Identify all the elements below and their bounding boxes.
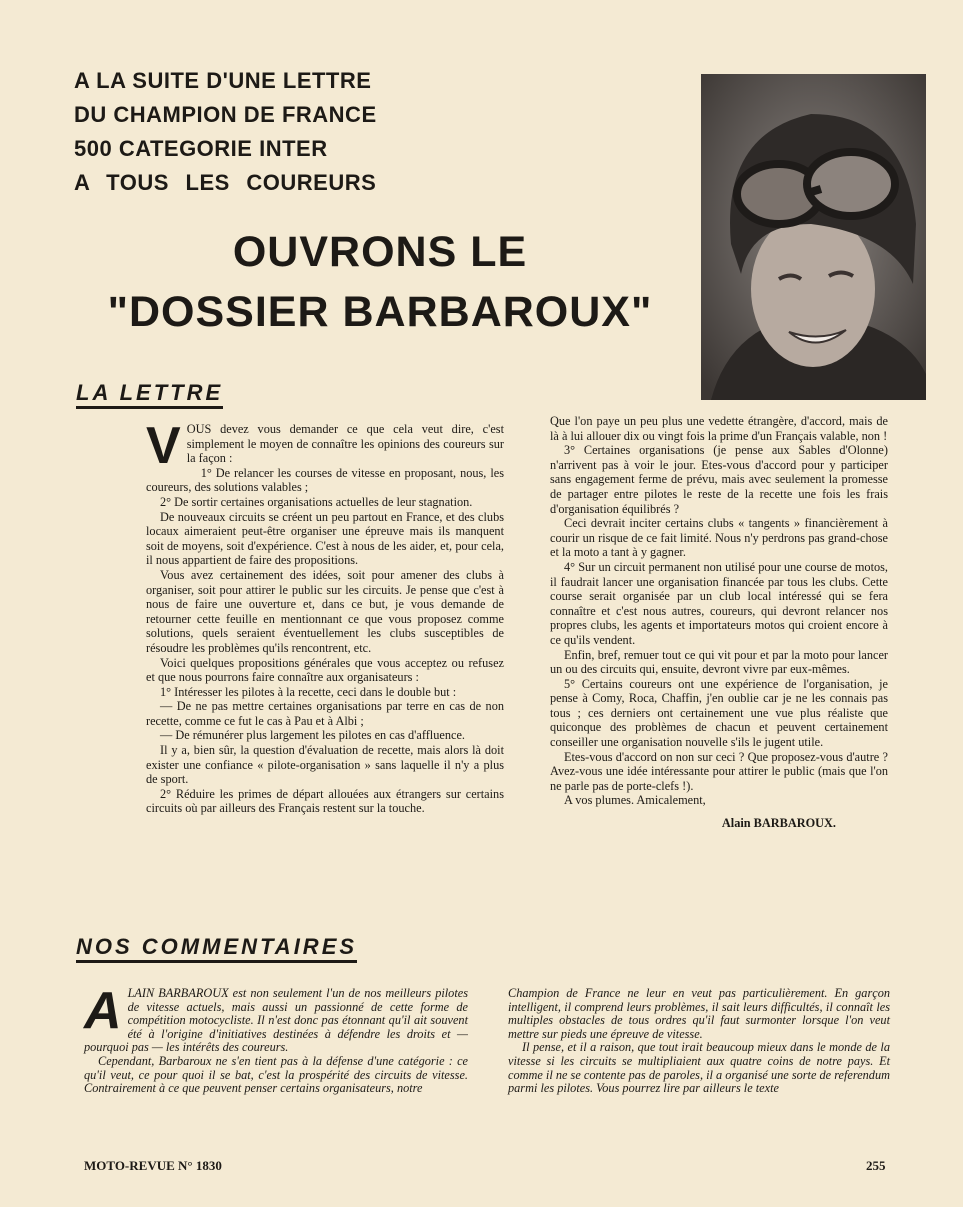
paragraph: 4° Sur un circuit permanent non utilisé pour une course de motos, il faudrait lancer une organisation financée par tous les clubs. Cette course serait organisée par un club local intéressé qui se fera connaître et c'est nous autres, coureurs, qui devront relancer nos propres clubs, les agents et importateurs motos qui croient encore à ce qu'ils vendent. bbox=[550, 559, 888, 647]
paragraph: Etes-vous d'accord on non sur ceci ? Que proposez-vous d'autre ? Avez-vous une idée intéressante pour attirer le public (mais que l'on ne parle pas de porte-clefs !). bbox=[550, 749, 888, 793]
comments-column-right bbox=[508, 987, 890, 1096]
rider-portrait-image bbox=[701, 74, 926, 400]
paragraph: — De rémunérer plus largement les pilotes en cas d'affluence. bbox=[160, 728, 465, 743]
paragraph: Cependant, Barbaroux ne s'en tient pas à la défense d'une catégorie : ce qu'il veut, ce pour quoi il se bat, c'est la prospérité des circuits de vitesse. Contrairement à ce que peuvent penser certains organisateurs, notre bbox=[84, 1053, 468, 1096]
paragraph: 1° De relancer les courses de vitesse en proposant, nous, les coureurs, des solutions valables ; bbox=[146, 465, 504, 495]
paragraph: Que l'on paye un peu plus une vedette étrangère, d'accord, mais de là à lui allouer dix ou vingt fois la prime d'un Français valable, non ! bbox=[550, 414, 888, 443]
footer-magazine: MOTO-REVUE N° 1830 bbox=[84, 1158, 222, 1173]
kicker-line: 500 CATEGORIE INTER bbox=[74, 136, 328, 161]
drop-cap: A bbox=[84, 982, 122, 1040]
paragraph: LAIN BARBAROUX est non seulement l'un de nos meilleurs pilotes de vitesse actuels, mais aussi un passionné de cette forme de compétition motocycliste. Il n'est donc pas étonnant qu'il ait souvent été à l'origine d'initiatives destinées à défendre les droits et — pourquoi pas — les intérêts des coureurs. bbox=[84, 986, 468, 1055]
article-title bbox=[100, 222, 660, 342]
signature: Alain BARBAROUX. bbox=[721, 816, 836, 831]
paragraph: Enfin, bref, remuer tout ce qui vit pour et par la moto pour lancer un ou des circuits qui, ensuite, devront vivre par eux-mêmes. bbox=[550, 647, 888, 677]
paragraph: Ceci devrait inciter certains clubs « tangents » financièrement à courir un risque de ce fait limité. Nous n'y perdrons pas grand-chose et la moto a tant à y gagner. bbox=[550, 516, 888, 560]
paragraph: Il pense, et il a raison, que tout irait beaucoup mieux dans le monde de la vitesse si les circuits se multipliaient aux quatre coins de notre pays. Et comme il ne se contente pas de paroles, il a organisé une sorte de referendum parmi les pilotes. Vous pourrez lire par ailleurs le texte bbox=[508, 1040, 890, 1096]
rider-photo bbox=[701, 74, 926, 400]
paragraph: 3° Certaines organisations (je pense aux Sables d'Olonne) n'arrivent pas à voir le jour. Etes-vous d'accord pour y participer sans engagement ferme de prévu, mais avec seulement la promesse de partager entre pilotes le reste de la recette une fois les frais d'organisation équilibrés ? bbox=[550, 443, 888, 516]
letter-column-right bbox=[550, 414, 888, 831]
footer-page-number: 255 bbox=[866, 1158, 886, 1173]
paragraph: A vos plumes. Amicalement, bbox=[564, 793, 706, 808]
paragraph: Vous avez certainement des idées, soit pour amener des clubs à organiser, soit pour attirer le public sur les circuits. Je pense que c'est à nous de faire une ouverture et, dans ce but, je vous demande de retourner cette feuille en mentionnant ce que vous proposez comme solutions, quels seraient éventuellement les clubs susceptibles de résoudre les problèmes qu'ils rencontrent, etc. bbox=[146, 567, 504, 655]
section-heading-letter: LA LETTRE bbox=[76, 380, 223, 409]
paragraph: OUS devez vous demander ce que cela veut dire, c'est simplement le moyen de connaître les opinions des coureurs sur la façon : bbox=[186, 422, 504, 466]
section-heading-comments: NOS COMMENTAIRES bbox=[76, 934, 357, 963]
paragraph: Il y a, bien sûr, la question d'évaluation de recette, mais alors là doit exister une confiance « pilote-organisation » sans laquelle il n'y a plus de sport. bbox=[146, 743, 504, 787]
comments-column-left bbox=[84, 982, 468, 1096]
kicker-line: A LA SUITE D'UNE LETTRE bbox=[74, 68, 372, 93]
paragraph: 5° Certains coureurs ont une expérience de l'organisation, je pense à Comy, Roca, Chaffin, j'en oublie car je ne les connais pas tous ; ces derniers ont certainement une vue plus réaliste que quiconque des problèmes de chacun et peuvent certainement conseiller une organisation nouvelle s'ils le jugent utile. bbox=[550, 676, 888, 750]
paragraph: — De ne pas mettre certaines organisations par terre en cas de non recette, comme ce fut le cas à Pau et à Albi ; bbox=[146, 699, 504, 728]
title-line-1: OUVRONS LE bbox=[232, 228, 528, 276]
kicker-line: DU CHAMPION DE FRANCE bbox=[74, 102, 377, 127]
kicker-line: A TOUS LES COUREURS bbox=[74, 170, 377, 195]
drop-cap: V bbox=[146, 417, 181, 475]
paragraph: 1° Intéresser les pilotes à la recette, ceci dans le double but : bbox=[160, 684, 457, 699]
paragraph: 2° De sortir certaines organisations actuelles de leur stagnation. bbox=[160, 494, 473, 509]
letter-column-left bbox=[146, 417, 504, 816]
title-line-2: "DOSSIER BARBAROUX" bbox=[107, 288, 653, 336]
paragraph: De nouveaux circuits se créent un peu partout en France, et des clubs locaux aimeraient peut-être organiser une épreuve mais ils manquent soit de moyens, soit d'expérience. C'est à nous de les aider, et, pour cela, il nous appartient de faire des propositions. bbox=[146, 509, 504, 568]
paragraph: 2° Réduire les primes de départ allouées aux étrangers sur certains circuits où par ailleurs des Français restent sur la touche. bbox=[146, 786, 504, 816]
paragraph: Champion de France ne leur en veut pas particulièrement. En garçon intelligent, il comprend leurs problèmes, il sait leurs difficultés, il connaît les multiples obstacles de tous ordres qu'il faut surmonter lorsque l'on veut mettre sur pieds une épreuve de vitesse. bbox=[508, 986, 890, 1041]
paragraph: Voici quelques propositions générales que vous acceptez ou refusez et que nous pourrons faire connaître aux organisateurs : bbox=[146, 655, 504, 685]
kicker-block bbox=[74, 64, 434, 200]
